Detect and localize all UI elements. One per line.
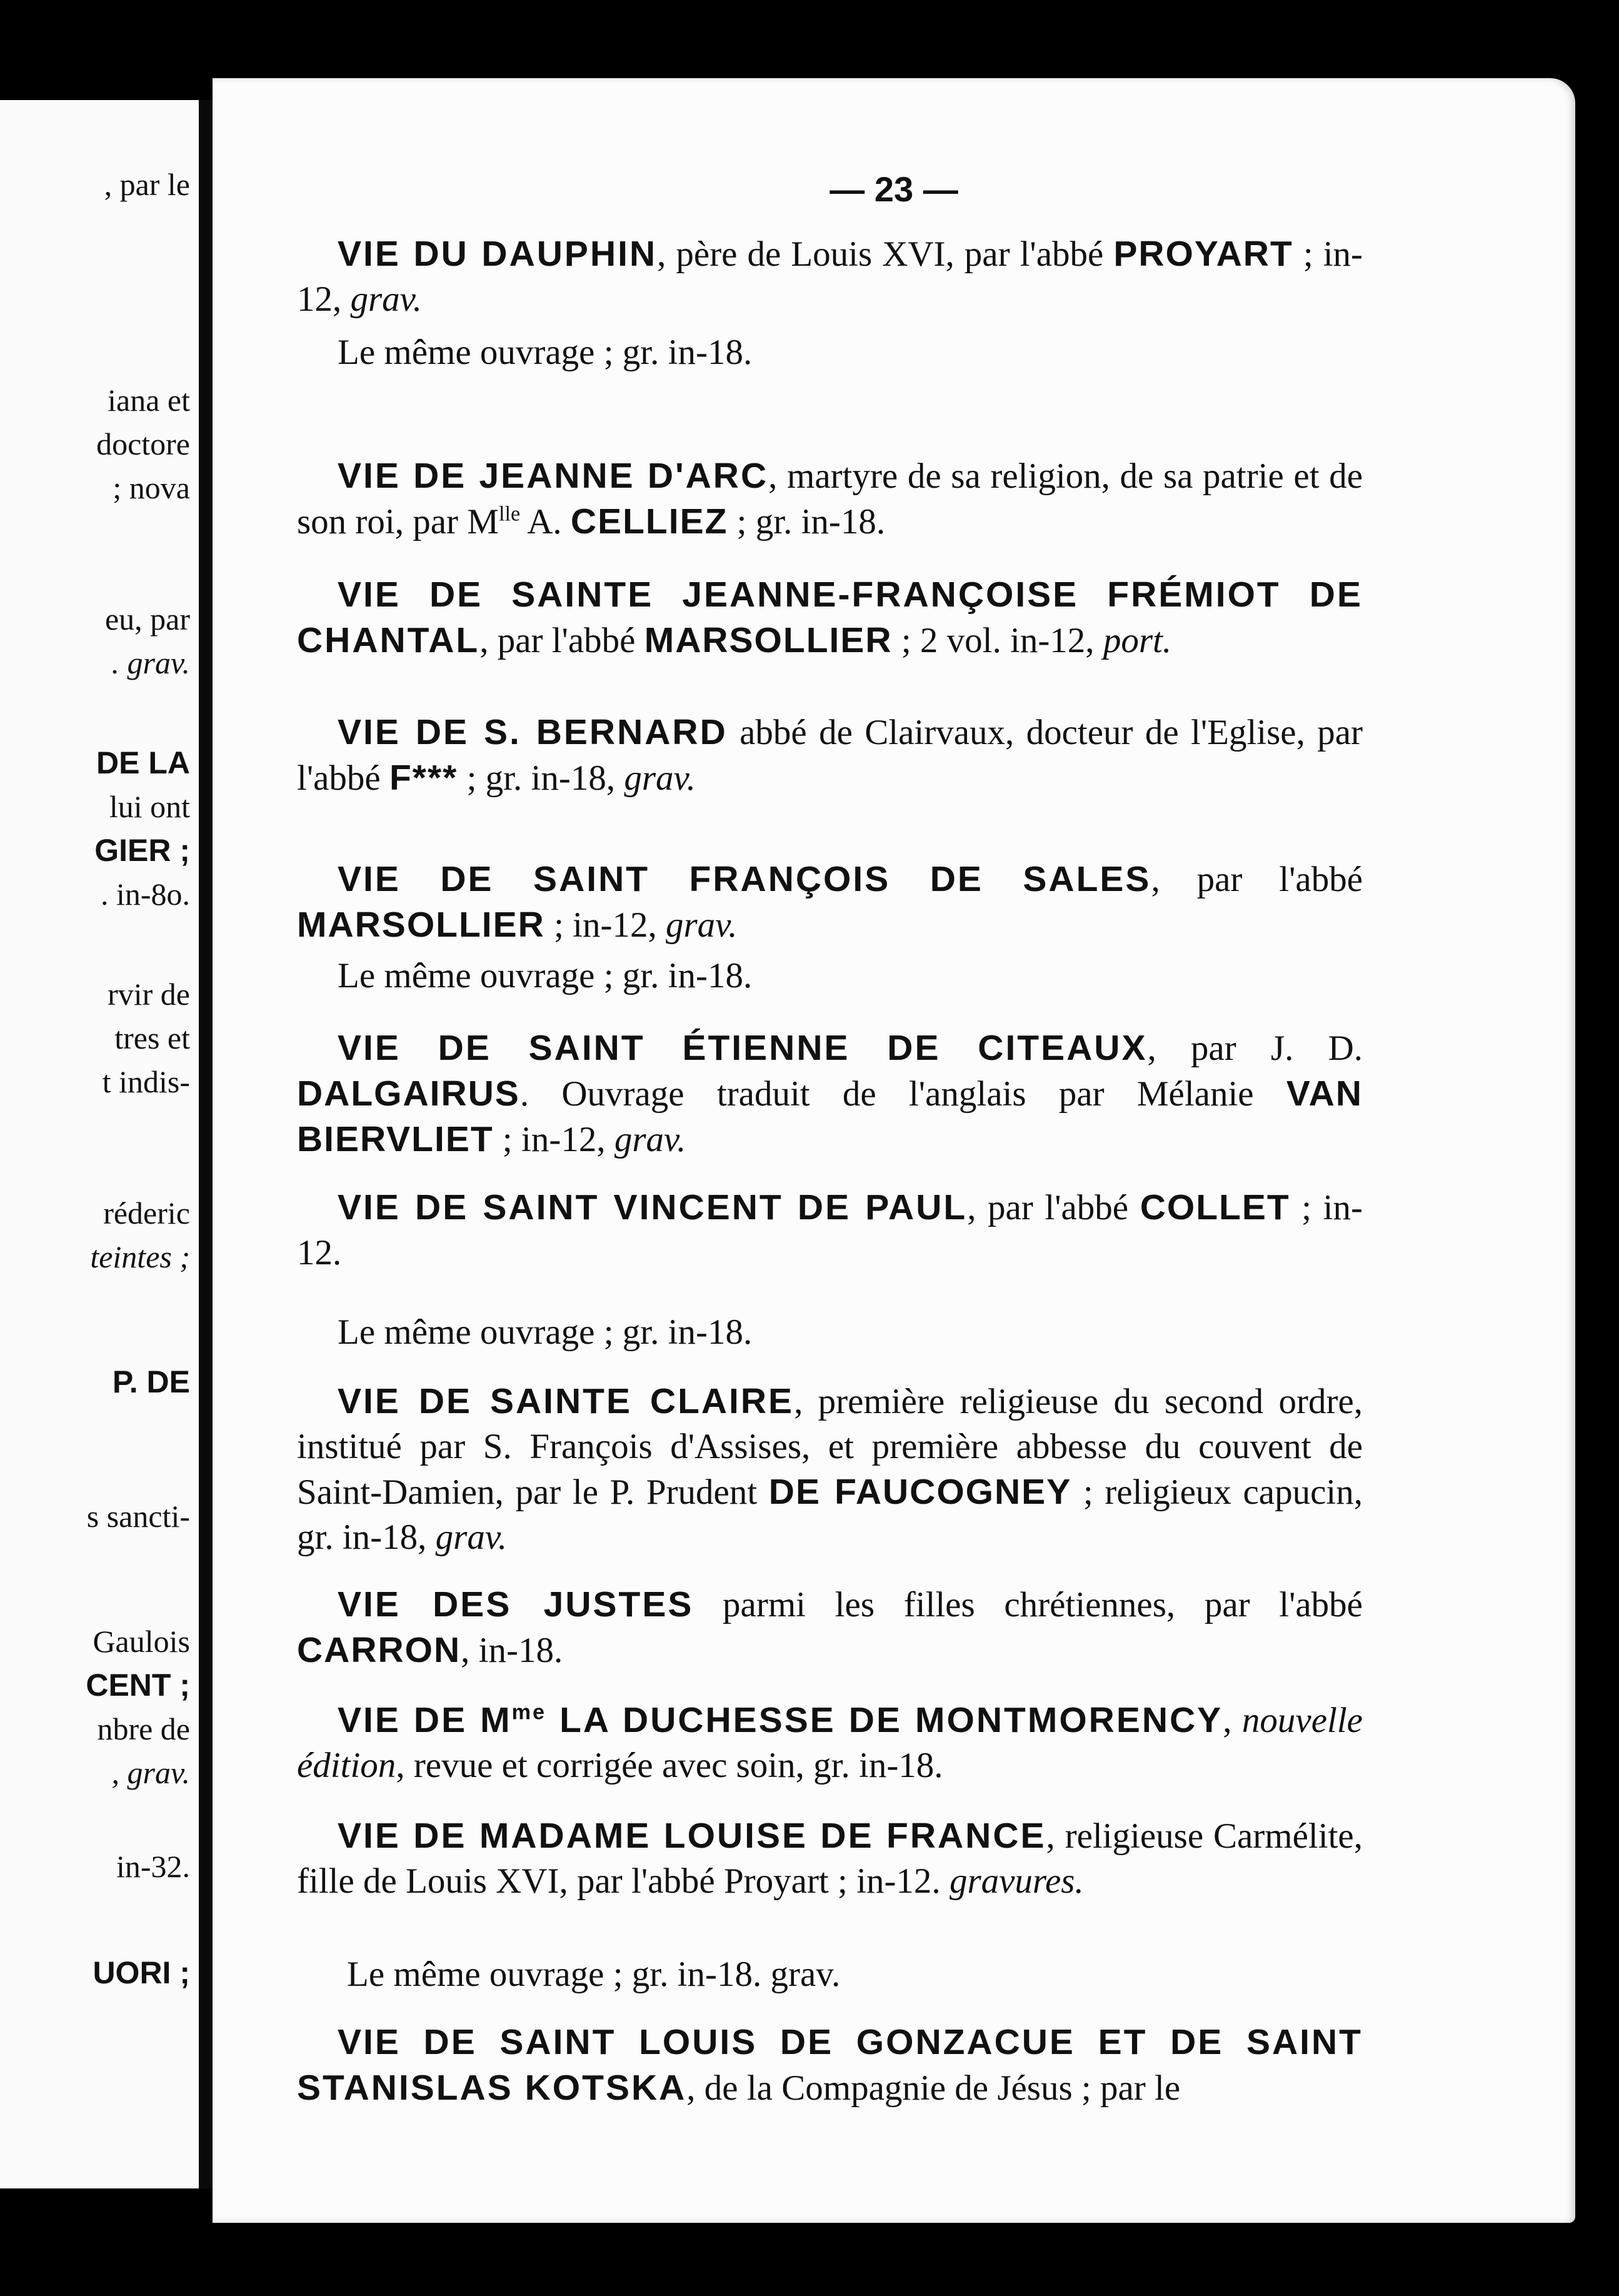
entry-title: VIE DE JEANNE D'ARC bbox=[338, 456, 769, 496]
entry-author: DALGAIRUS bbox=[297, 1074, 520, 1114]
catalogue-entry bbox=[297, 1698, 1363, 1788]
previous-page-line: tres et bbox=[114, 1020, 190, 1055]
same-work-line: Le même ouvrage ; gr. in-18. bbox=[338, 956, 753, 995]
entry-text: , bbox=[1223, 1701, 1242, 1740]
entry-title: VIE DU DAUPHIN bbox=[338, 234, 658, 274]
entry-title: VIE DE SAINT LOUIS DE GONZACUE ET DE SAINT STANISLAS KOTSKA bbox=[297, 2022, 1363, 2108]
previous-page-line: réderic bbox=[103, 1196, 190, 1231]
entry-superscript: me bbox=[511, 1700, 547, 1725]
entry-text: , par J. D. bbox=[1147, 1029, 1363, 1068]
previous-page-line: ; nova bbox=[113, 470, 190, 505]
entry-title: VIE DE SAINT FRANÇOIS DE SALES bbox=[338, 859, 1151, 899]
previous-page-line: , grav. bbox=[111, 1755, 190, 1790]
previous-page-line: iana et bbox=[108, 383, 190, 418]
entry-italic: grav. bbox=[350, 279, 423, 319]
entry-italic: gravures. bbox=[949, 1861, 1084, 1901]
entry-text: , par l'abbé bbox=[967, 1188, 1140, 1227]
entry-text: , martyre de sa religion, de sa patrie et de son roi, par M bbox=[297, 456, 1363, 541]
previous-page-line: DE LA bbox=[96, 745, 190, 780]
same-work-line: Le même ouvrage ; gr. in-18. bbox=[338, 333, 753, 372]
entry-title: VIE DE SAINTE CLAIRE bbox=[338, 1381, 794, 1421]
catalogue-entry bbox=[297, 1582, 1363, 1673]
entry-text: ; religieux capucin, gr. in-18, bbox=[297, 1473, 1363, 1557]
previous-page-line: CENT ; bbox=[86, 1668, 190, 1703]
entry-text: A. bbox=[520, 502, 571, 541]
entry-text: ; 2 vol. in-12, bbox=[892, 621, 1103, 660]
catalogue-entry bbox=[297, 857, 1363, 948]
entry-text: ; in-12, bbox=[297, 234, 1363, 319]
previous-page-line: lui ont bbox=[109, 789, 190, 824]
entry-author: MARSOLLIER bbox=[297, 905, 545, 945]
previous-page-line: Gaulois bbox=[93, 1624, 190, 1659]
previous-page-line: . grav. bbox=[111, 645, 190, 680]
entry-author: F*** bbox=[389, 758, 458, 798]
previous-page-line: , par le bbox=[104, 167, 190, 202]
entry-text: ; gr. in-18, bbox=[458, 758, 624, 798]
catalogue-entry bbox=[297, 572, 1363, 663]
entry-title: VIE DE M bbox=[338, 1700, 512, 1740]
same-work-text: Le même ouvrage ; gr. in-18. bbox=[347, 1955, 771, 1994]
entry-text: abbé de Clairvaux, docteur de l'Eglise, par l'abbé bbox=[297, 713, 1363, 798]
entry-author: MARSOLLIER bbox=[644, 620, 893, 660]
page-number: — 23 — bbox=[830, 169, 958, 209]
entry-title: VIE DE SAINT ÉTIENNE DE CITEAUX bbox=[338, 1028, 1148, 1068]
entry-italic: port. bbox=[1103, 621, 1172, 660]
entry-superscript: lle bbox=[498, 502, 521, 526]
same-work-line: Le même ouvrage ; gr. in-18. bbox=[338, 1312, 753, 1352]
entry-italic: grav. bbox=[665, 905, 738, 945]
entry-text: ; gr. in-18. bbox=[728, 502, 886, 541]
entry-author: CARRON bbox=[297, 1630, 461, 1670]
entry-text: ; in-12, bbox=[493, 1120, 614, 1159]
entry-author: PROYART bbox=[1113, 234, 1293, 274]
entry-italic: grav. bbox=[614, 1120, 686, 1159]
book-gutter bbox=[199, 100, 213, 2188]
entry-title: VIE DES JUSTES bbox=[338, 1584, 694, 1624]
entry-title: VIE DE SAINTE JEANNE-FRANÇOISE FRÉMIOT DE CHANTAL bbox=[297, 575, 1363, 660]
entry-text: . Ouvrage traduit de l'anglais par Mélanie bbox=[519, 1074, 1286, 1114]
entry-text: , par l'abbé bbox=[479, 621, 644, 660]
previous-page-line: in-32. bbox=[116, 1849, 190, 1884]
catalogue-entry bbox=[297, 1379, 1363, 1560]
previous-page-line: nbre de bbox=[97, 1711, 190, 1746]
entry-title: VIE DE MADAME LOUISE DE FRANCE bbox=[338, 1816, 1046, 1856]
entry-text: , religieuse Carmélite, fille de Louis XVI, par l'abbé Proyart ; in-12. bbox=[297, 1816, 1363, 1901]
entry-text: , père de Louis XVI, par l'abbé bbox=[657, 234, 1114, 274]
entry-italic: grav. bbox=[770, 1955, 841, 1994]
entry-text: ; in-12. bbox=[297, 1188, 1363, 1272]
catalogue-entry bbox=[297, 1185, 1363, 1276]
entry-italic: grav. bbox=[435, 1518, 508, 1557]
catalogue-entry bbox=[297, 710, 1363, 801]
previous-page-line: UORI ; bbox=[93, 1955, 190, 1990]
entry-text: , première religieuse du second ordre, institué par S. François d'Assises, et première abbesse du couvent de Saint-Damien, par le P. Prudent bbox=[297, 1382, 1363, 1512]
entry-title: VIE DE SAINT VINCENT DE PAUL bbox=[338, 1187, 968, 1227]
previous-page-line: . in-8o. bbox=[100, 877, 190, 912]
entry-text: , de la Compagnie de Jésus ; par le bbox=[686, 2068, 1181, 2108]
entry-title: VIE DE S. BERNARD bbox=[338, 712, 728, 752]
catalogue-entry bbox=[297, 1813, 1363, 1904]
entry-text: ; in-12, bbox=[544, 905, 666, 945]
catalogue-entry bbox=[297, 1025, 1363, 1162]
entry-text: parmi les filles chrétiennes, par l'abbé bbox=[693, 1585, 1363, 1624]
previous-page-line: P. DE bbox=[112, 1364, 190, 1399]
entry-text: , par l'abbé bbox=[1151, 860, 1363, 899]
previous-page-line: s sancti- bbox=[86, 1499, 190, 1534]
previous-page-line: t indis- bbox=[102, 1064, 190, 1099]
catalogue-entry bbox=[297, 231, 1363, 322]
previous-page-line: eu, par bbox=[104, 602, 190, 637]
entry-author: DE FAUCOGNEY bbox=[768, 1472, 1072, 1512]
previous-page-fragment bbox=[0, 100, 199, 2188]
previous-page-line: GIER ; bbox=[94, 833, 190, 868]
entry-author: CELLIEZ bbox=[570, 501, 728, 541]
catalogue-page bbox=[213, 78, 1575, 2223]
entry-title: LA DUCHESSE DE MONTMORENCY bbox=[546, 1700, 1223, 1740]
previous-page-line: doctore bbox=[96, 426, 190, 461]
same-work-line bbox=[347, 1952, 840, 1997]
entry-text: , revue et corrigée avec soin, gr. in-18. bbox=[396, 1746, 943, 1785]
entry-author: VAN BIERVLIET bbox=[297, 1074, 1363, 1159]
entry-text: , in-18. bbox=[461, 1631, 563, 1670]
entry-author: COLLET bbox=[1140, 1187, 1290, 1227]
entry-italic: nouvelle édition bbox=[297, 1701, 1363, 1785]
previous-page-line: teintes ; bbox=[90, 1239, 190, 1274]
catalogue-entry bbox=[297, 2020, 1363, 2111]
entry-italic: grav. bbox=[624, 758, 696, 798]
previous-page-line: rvir de bbox=[108, 977, 190, 1012]
catalogue-entry bbox=[297, 453, 1363, 545]
